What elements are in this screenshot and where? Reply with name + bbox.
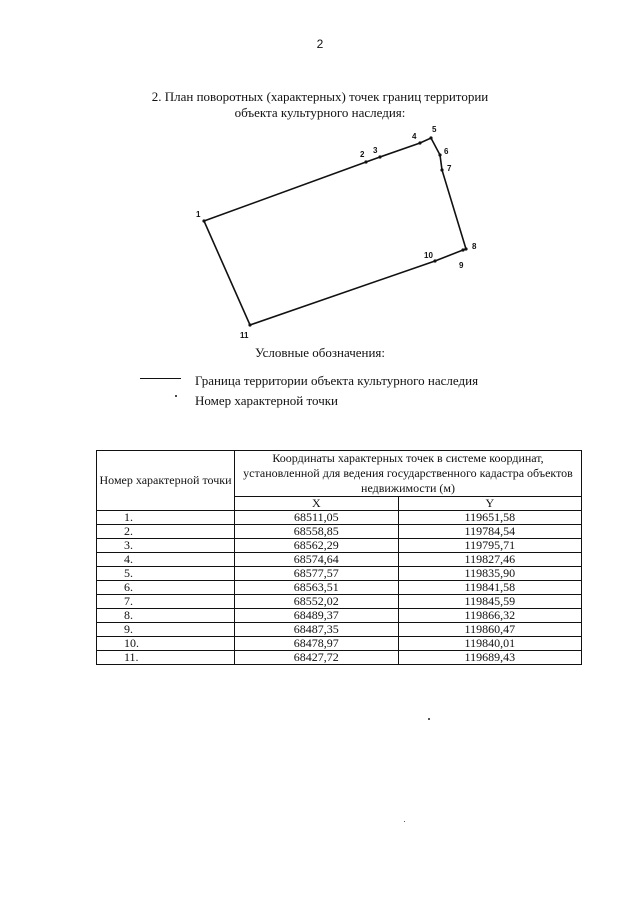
point-marker-8 [464, 247, 467, 250]
point-label-2: 2 [360, 150, 365, 159]
header-x: X [235, 497, 399, 511]
coordinates-table [96, 450, 582, 665]
cell-x: 68563,51 [235, 581, 399, 595]
table-row [97, 567, 582, 581]
cell-number: 8. [97, 609, 235, 623]
cell-x: 68489,37 [235, 609, 399, 623]
table-row [97, 553, 582, 567]
cell-number: 6. [97, 581, 235, 595]
point-label-4: 4 [412, 132, 417, 141]
cell-y: 119784,54 [398, 525, 581, 539]
point-marker-7 [440, 168, 443, 171]
page-number: 2 [316, 37, 324, 51]
legend-point-text: Номер характерной точки [195, 393, 338, 408]
table-row [97, 651, 582, 665]
cell-number: 11. [97, 651, 235, 665]
table-row [97, 637, 582, 651]
cell-number: 1. [97, 511, 235, 525]
cell-y: 119845,59 [398, 595, 581, 609]
table-header-row [97, 451, 582, 497]
point-label-7: 7 [447, 164, 452, 173]
cell-y: 119795,71 [398, 539, 581, 553]
table-row [97, 511, 582, 525]
point-label-1: 1 [196, 210, 201, 219]
table-row [97, 609, 582, 623]
boundary-polygon [204, 138, 466, 325]
boundary-plan-diagram [0, 0, 640, 345]
table-row [97, 581, 582, 595]
cell-x: 68478,97 [235, 637, 399, 651]
plan-title-line-2: объекта культурного наследия: [234, 105, 406, 120]
cell-y: 119866,32 [398, 609, 581, 623]
boundary-points [202, 136, 467, 326]
cell-number: 2. [97, 525, 235, 539]
point-marker-6 [438, 153, 441, 156]
point-marker-1 [202, 219, 205, 222]
stray-mark [428, 718, 430, 720]
cell-number: 3. [97, 539, 235, 553]
stray-mark [404, 821, 405, 822]
cell-x: 68487,35 [235, 623, 399, 637]
cell-number: 7. [97, 595, 235, 609]
table-row [97, 539, 582, 553]
point-marker-2 [364, 160, 367, 163]
point-marker-10 [433, 259, 436, 262]
cell-y: 119835,90 [398, 567, 581, 581]
plan-title-line-1: 2. План поворотных (характерных) точек границ территории [151, 89, 489, 104]
legend-boundary-text: Граница территории объекта культурного наследия [195, 373, 479, 388]
legend-point-sample [175, 395, 177, 397]
cell-y: 119841,58 [398, 581, 581, 595]
point-marker-11 [248, 323, 251, 326]
cell-number: 9. [97, 623, 235, 637]
point-label-8: 8 [472, 242, 477, 251]
cell-number: 10. [97, 637, 235, 651]
point-label-5: 5 [432, 125, 437, 134]
legend-title: Условные обозначения: [254, 345, 386, 360]
cell-x: 68574,64 [235, 553, 399, 567]
point-marker-4 [418, 141, 421, 144]
point-label-11: 11 [240, 331, 249, 340]
cell-number: 4. [97, 553, 235, 567]
header-coordinates: Координаты характерных точек в системе координат, установленной для ведения государственного кадастра объектов недвижимости (м) [235, 451, 582, 497]
point-label-3: 3 [373, 146, 378, 155]
table-body [97, 511, 582, 665]
cell-x: 68562,29 [235, 539, 399, 553]
point-label-10: 10 [424, 251, 433, 260]
cell-y: 119689,43 [398, 651, 581, 665]
cell-y: 119827,46 [398, 553, 581, 567]
point-marker-3 [378, 155, 381, 158]
header-y: Y [398, 497, 581, 511]
cell-x: 68558,85 [235, 525, 399, 539]
table-row [97, 525, 582, 539]
cell-y: 119840,01 [398, 637, 581, 651]
cell-number: 5. [97, 567, 235, 581]
point-marker-9 [461, 248, 464, 251]
point-marker-5 [429, 136, 432, 139]
cell-y: 119860,47 [398, 623, 581, 637]
cell-x: 68427,72 [235, 651, 399, 665]
cell-x: 68577,57 [235, 567, 399, 581]
cell-x: 68511,05 [235, 511, 399, 525]
header-point-number: Номер характерной точки [97, 451, 235, 511]
table-row [97, 595, 582, 609]
table-row [97, 623, 582, 637]
point-label-6: 6 [444, 147, 449, 156]
cell-y: 119651,58 [398, 511, 581, 525]
cell-x: 68552,02 [235, 595, 399, 609]
point-label-9: 9 [459, 261, 464, 270]
legend-boundary-line-sample [140, 378, 181, 379]
